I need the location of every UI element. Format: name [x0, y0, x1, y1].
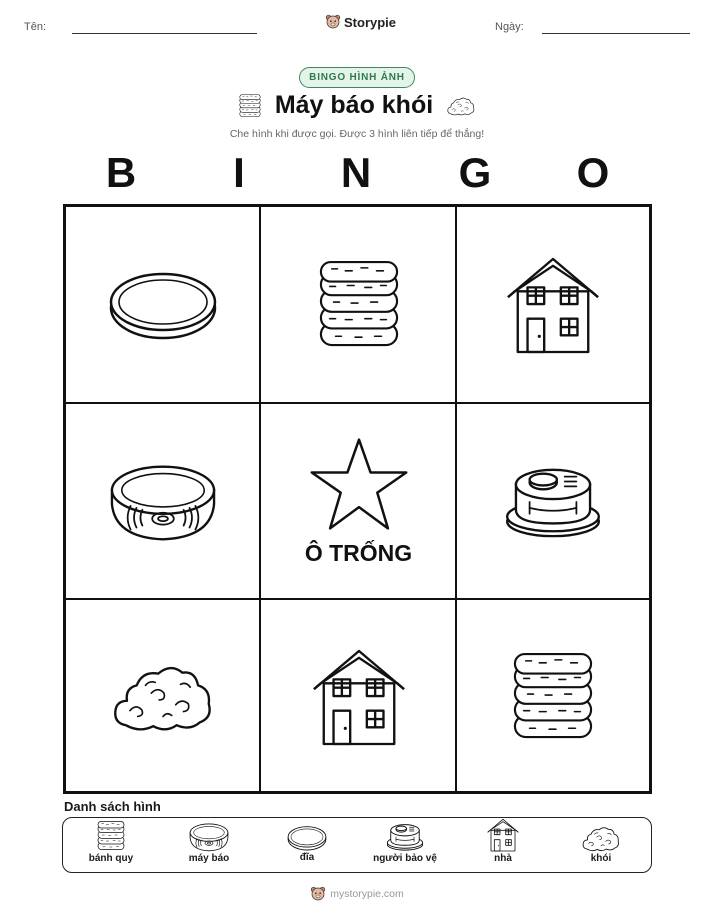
name-label: Tên: [24, 21, 47, 33]
list-item-label: khói [590, 853, 612, 864]
smoke-detector-icon [109, 462, 217, 542]
bingo-grid [63, 204, 652, 794]
name-line[interactable] [72, 33, 257, 34]
cookie-stack-icon [97, 820, 125, 852]
cookie-stack-icon [512, 651, 594, 743]
bingo-letter-n: N [340, 149, 372, 196]
house-icon [506, 256, 600, 354]
cookie-stack-icon [318, 259, 400, 351]
free-space-label: Ô TRỐNG [304, 540, 413, 566]
bear-icon [325, 14, 341, 30]
list-item [561, 820, 641, 864]
house-icon [487, 818, 519, 852]
bingo-cell-cookies[interactable] [261, 207, 456, 403]
bingo-cell-detector[interactable] [66, 404, 260, 599]
list-item-label: bánh quy [88, 853, 134, 864]
date-label: Ngày: [495, 21, 524, 33]
plate-icon [287, 825, 327, 851]
bear-icon [310, 886, 326, 902]
list-item-label: đĩa [299, 852, 315, 863]
bingo-letter-o: O [576, 149, 610, 196]
picture-list [62, 817, 652, 873]
bingo-letter-b: B [105, 149, 137, 196]
bingo-letter-i: I [233, 149, 245, 196]
page-title: Máy báo khói [274, 91, 434, 119]
bingo-cell-house[interactable] [457, 207, 649, 403]
list-item-label: người bảo vệ [373, 853, 437, 864]
date-line[interactable] [542, 33, 690, 34]
smoke-cloud-icon [447, 95, 475, 117]
plate-icon [108, 270, 218, 340]
bingo-cell-guard[interactable] [457, 404, 649, 599]
list-item-label: máy báo [188, 853, 230, 864]
list-item-label: nhà [494, 853, 512, 864]
guard-device-icon [386, 822, 424, 852]
house-icon [312, 648, 406, 746]
instructions: Che hình khi được gọi. Được 3 hình liên tiếp để thắng! [229, 128, 485, 140]
smoke-detector-icon [189, 822, 229, 852]
footer-link[interactable] [310, 886, 404, 902]
footer-url: mystorypie.com [330, 888, 404, 900]
bingo-cell-free[interactable] [261, 404, 456, 599]
smoke-cloud-icon [582, 825, 620, 852]
guard-device-icon [504, 463, 602, 541]
picture-list-title: Danh sách hình [64, 799, 161, 814]
bingo-cell-cookies-2[interactable] [457, 600, 649, 794]
list-item [169, 820, 249, 864]
bingo-letter-g: G [458, 149, 492, 196]
brand-name: Storypie [344, 14, 397, 30]
list-item [71, 820, 151, 864]
smoke-cloud-icon [112, 661, 214, 733]
bingo-cell-plate[interactable] [66, 207, 260, 403]
star-icon [306, 436, 412, 534]
bingo-cell-cloud[interactable] [66, 600, 260, 794]
cookie-stack-icon [239, 93, 261, 119]
list-item [267, 820, 347, 863]
bingo-cell-house-2[interactable] [261, 600, 456, 794]
brand-logo [325, 14, 396, 30]
list-item [365, 820, 445, 864]
game-type-badge: BINGO HÌNH ẢNH [299, 67, 415, 88]
list-item [463, 820, 543, 864]
